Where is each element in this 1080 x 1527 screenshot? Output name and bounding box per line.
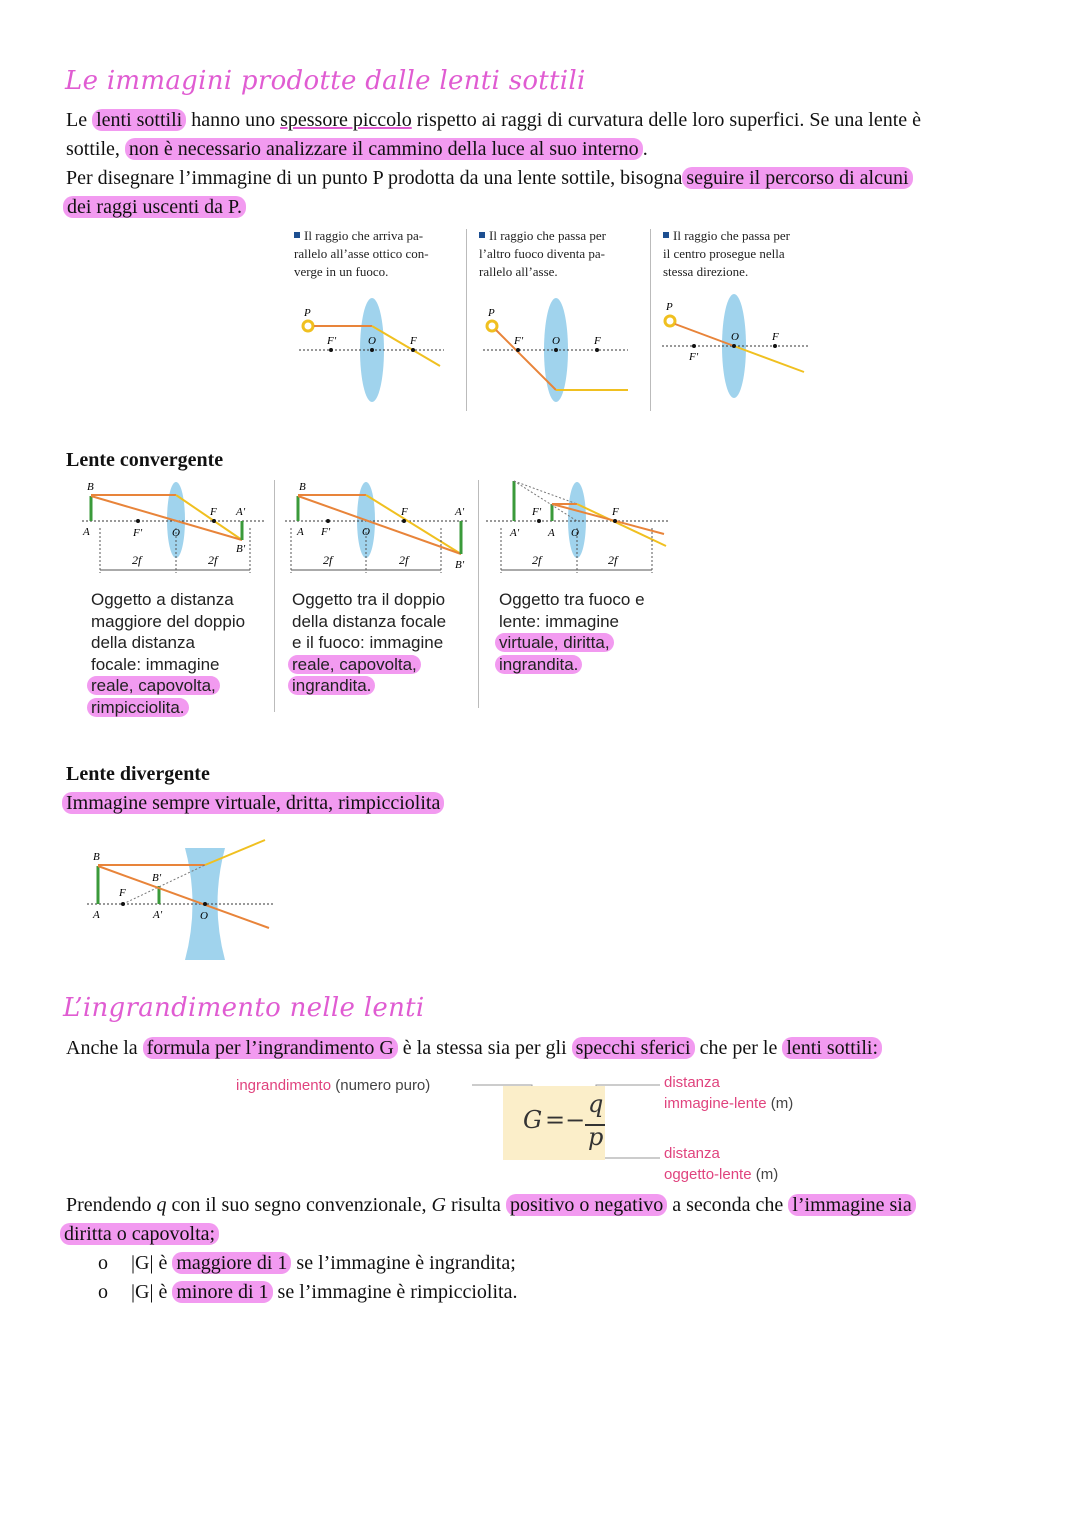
label-O: O xyxy=(571,527,579,539)
connector-line xyxy=(596,1140,660,1158)
ray-segment xyxy=(91,496,242,540)
highlight: non è necessario analizzare il cammino della luce al suo interno xyxy=(125,138,643,160)
focus-point xyxy=(136,519,140,523)
label-Fp: F′ xyxy=(133,527,143,539)
ray-caption-1 xyxy=(294,227,454,281)
label-F: F xyxy=(401,506,408,518)
line: e il fuoco: immagine xyxy=(292,633,444,652)
label-Bp: B′ xyxy=(455,559,465,571)
label-Ap: A′ xyxy=(455,506,465,518)
line: l’altro fuoco diventa pa- xyxy=(479,246,605,261)
label-text: oggetto-lente xyxy=(664,1166,752,1183)
highlight: lenti sottili xyxy=(92,109,186,131)
sign-explanation-line-1 xyxy=(66,1191,916,1220)
label-F: F xyxy=(612,506,619,518)
section-title: Le immagini prodotte dalle lenti sottili xyxy=(65,66,586,96)
label-P: P xyxy=(666,301,673,313)
label-F: F xyxy=(119,887,126,899)
text: se l’immagine è rimpicciolita. xyxy=(272,1281,518,1303)
divider xyxy=(274,480,275,712)
unit-text: (numero puro) xyxy=(335,1077,431,1094)
text: hanno uno xyxy=(186,109,281,131)
underline: spessore piccolo xyxy=(280,109,412,131)
focus-point xyxy=(329,348,333,352)
text: Le xyxy=(66,109,93,131)
label-O: O xyxy=(731,331,739,343)
converging-text-1 xyxy=(91,589,271,718)
highlight: l’immagine sia xyxy=(788,1194,915,1216)
focus-point xyxy=(411,348,415,352)
label-2f: 2f xyxy=(208,553,218,567)
text: che per le xyxy=(694,1037,783,1059)
focus-point xyxy=(402,519,406,523)
center-point xyxy=(554,348,558,352)
text: Prendendo xyxy=(66,1194,157,1216)
label-O: O xyxy=(200,910,208,922)
symbol-p: p xyxy=(588,1123,604,1151)
focus-point xyxy=(121,902,125,906)
converging-diagram-1 xyxy=(80,478,270,578)
intro-line-2 xyxy=(66,135,648,164)
section-title: L’ingrandimento nelle lenti xyxy=(63,993,425,1023)
label-Bp: B′ xyxy=(236,543,246,555)
line: rallelo all’asse. xyxy=(479,264,558,279)
line: verge in un fuoco. xyxy=(294,264,389,279)
label-Ap: A′ xyxy=(510,527,520,539)
label-Fp: F′ xyxy=(327,335,337,347)
formula-top-label xyxy=(664,1072,793,1114)
formula-left-label xyxy=(236,1075,430,1096)
label-A: A xyxy=(548,527,555,539)
highlight: maggiore di 1 xyxy=(172,1252,291,1274)
line: lente: immagine xyxy=(499,611,620,631)
label-2f: 2f xyxy=(399,553,409,567)
ray-diagram-focus xyxy=(478,290,638,405)
line: maggiore del doppio xyxy=(91,611,246,631)
point-P xyxy=(303,321,313,331)
bullet-item xyxy=(98,1278,517,1307)
focus-point xyxy=(692,344,696,348)
bullet-mark: o xyxy=(98,1281,108,1303)
formula-bottom-label xyxy=(664,1143,778,1185)
label-O: O xyxy=(552,335,560,347)
label-Fp: F′ xyxy=(689,351,699,363)
focus-point xyxy=(516,348,520,352)
focus-point xyxy=(613,519,617,523)
diverging-diagram xyxy=(85,838,280,968)
highlight: dei raggi uscenti da P. xyxy=(63,196,246,218)
symbol-q: q xyxy=(588,1090,604,1118)
sign-explanation-line-2 xyxy=(60,1220,219,1249)
focus-point xyxy=(212,519,216,523)
intro-line-3 xyxy=(66,164,913,193)
label-F: F xyxy=(594,335,601,347)
unit-text: (m) xyxy=(770,1095,794,1112)
text: se l’immagine è ingrandita; xyxy=(291,1252,516,1274)
label-B: B xyxy=(93,851,100,863)
label-2f: 2f xyxy=(608,553,618,567)
label-Ap: A′ xyxy=(236,506,246,518)
highlight: virtuale, diritta, xyxy=(495,633,614,652)
bullet-square-icon xyxy=(663,232,669,238)
focus-point xyxy=(537,519,541,523)
highlight: lenti sottili: xyxy=(782,1037,882,1059)
line: Oggetto tra fuoco e xyxy=(499,590,645,609)
ray-segment xyxy=(577,504,666,546)
divider xyxy=(478,480,479,708)
converging-text-3 xyxy=(499,589,679,675)
label-text: immagine-lente xyxy=(664,1095,767,1112)
label-A: A xyxy=(297,526,304,538)
focus-point xyxy=(773,344,777,348)
label-2f: 2f xyxy=(323,553,333,567)
symbol-G: G xyxy=(523,1106,543,1134)
highlight: ingrandita. xyxy=(288,676,375,695)
label-O: O xyxy=(362,526,370,538)
highlight: specchi sferici xyxy=(572,1037,695,1059)
ray-segment xyxy=(298,496,461,554)
ray-diagram-center xyxy=(660,290,820,405)
unit-text: (m) xyxy=(755,1166,779,1183)
symbol: G xyxy=(431,1194,446,1216)
label-A: A xyxy=(93,909,100,921)
line: Il raggio che arriva pa- xyxy=(304,228,424,243)
label-Ap: A′ xyxy=(153,909,163,921)
bullet-square-icon xyxy=(479,232,485,238)
bullet-item xyxy=(98,1249,516,1278)
center-point xyxy=(732,344,736,348)
label-Fp: F′ xyxy=(321,526,331,538)
connector-line xyxy=(596,1085,660,1098)
label-text: ingrandimento xyxy=(236,1077,332,1094)
label-P: P xyxy=(488,307,495,319)
label-P: P xyxy=(304,307,311,319)
heading-convergente: Lente convergente xyxy=(66,449,224,471)
ray-caption-3 xyxy=(663,227,828,281)
ray-diagram-parallel xyxy=(294,290,454,405)
label-F: F xyxy=(210,506,217,518)
label-F: F xyxy=(410,335,417,347)
line: Il raggio che passa per xyxy=(673,228,790,243)
label-Fp: F′ xyxy=(514,335,524,347)
converging-diagram-2 xyxy=(283,478,473,578)
label-A: A xyxy=(83,526,90,538)
converging-text-2 xyxy=(292,589,472,697)
text: |G| è xyxy=(131,1281,173,1303)
line: Oggetto tra il doppio xyxy=(292,590,446,609)
ray-caption-2 xyxy=(479,227,639,281)
highlight: rimpicciolita. xyxy=(87,698,189,717)
highlight: reale, capovolta, xyxy=(288,655,421,674)
bullet-mark: o xyxy=(98,1252,108,1274)
line: della distanza focale xyxy=(292,611,447,631)
label-Fp: F′ xyxy=(532,506,542,518)
divider xyxy=(466,229,467,411)
label-2f: 2f xyxy=(132,553,142,567)
magnification-intro xyxy=(66,1034,882,1063)
point-P xyxy=(665,316,675,326)
text: sottile, xyxy=(66,138,125,160)
focus-point xyxy=(326,519,330,523)
text: Per disegnare l’immagine di un punto P prodotta da una lente sottile, bisogna xyxy=(66,167,683,189)
bullet-square-icon xyxy=(294,232,300,238)
highlight: positivo o negativo xyxy=(506,1194,667,1216)
text: risulta xyxy=(445,1194,506,1216)
intro-line-4 xyxy=(63,193,246,222)
center-point xyxy=(370,348,374,352)
highlight: seguire il percorso di alcuni xyxy=(682,167,912,189)
highlight: ingrandita. xyxy=(495,655,582,674)
label-F: F xyxy=(772,331,779,343)
text: con il suo segno convenzionale, xyxy=(166,1194,432,1216)
line: il centro prosegue nella xyxy=(663,246,785,261)
equals-minus: =− xyxy=(545,1106,586,1134)
heading-divergente: Lente divergente xyxy=(66,763,210,785)
intro-line-1 xyxy=(66,106,921,135)
line: della distanza xyxy=(91,633,195,652)
label-2f: 2f xyxy=(532,553,542,567)
text: è la stessa sia per gli xyxy=(397,1037,572,1059)
divergente-text xyxy=(62,789,444,818)
highlight: Immagine sempre virtuale, dritta, rimpicciolita xyxy=(62,792,444,814)
text: Anche la xyxy=(66,1037,143,1059)
line: Il raggio che passa per xyxy=(489,228,606,243)
center-point xyxy=(203,902,207,906)
highlight: reale, capovolta, xyxy=(87,676,220,695)
label-text: distanza xyxy=(664,1145,720,1162)
text: . xyxy=(642,138,648,160)
highlight: minore di 1 xyxy=(172,1281,272,1303)
point-P xyxy=(487,321,497,331)
label-O: O xyxy=(368,335,376,347)
text: |G| è xyxy=(131,1252,173,1274)
text: rispetto ai raggi di curvatura delle loro superfici. Se una lente è xyxy=(411,109,922,131)
highlight: diritta o capovolta; xyxy=(60,1223,219,1245)
line: rallelo all’asse ottico con- xyxy=(294,246,429,261)
label-B: B xyxy=(299,481,306,493)
label-B: B xyxy=(87,481,94,493)
line: focale: immagine xyxy=(91,654,220,674)
divider xyxy=(650,229,651,411)
label-O: O xyxy=(172,527,180,539)
line: Oggetto a distanza xyxy=(91,590,234,609)
lens-shape xyxy=(568,482,586,558)
focus-point xyxy=(595,348,599,352)
line: stessa direzione. xyxy=(663,264,749,279)
highlight: formula per l’ingrandimento G xyxy=(143,1037,398,1059)
converging-diagram-3 xyxy=(484,476,674,576)
symbol: q xyxy=(156,1194,167,1216)
ray-segment xyxy=(176,495,242,540)
label-text: distanza xyxy=(664,1074,720,1091)
text: a seconda che xyxy=(667,1194,789,1216)
label-Bp: B′ xyxy=(152,872,162,884)
